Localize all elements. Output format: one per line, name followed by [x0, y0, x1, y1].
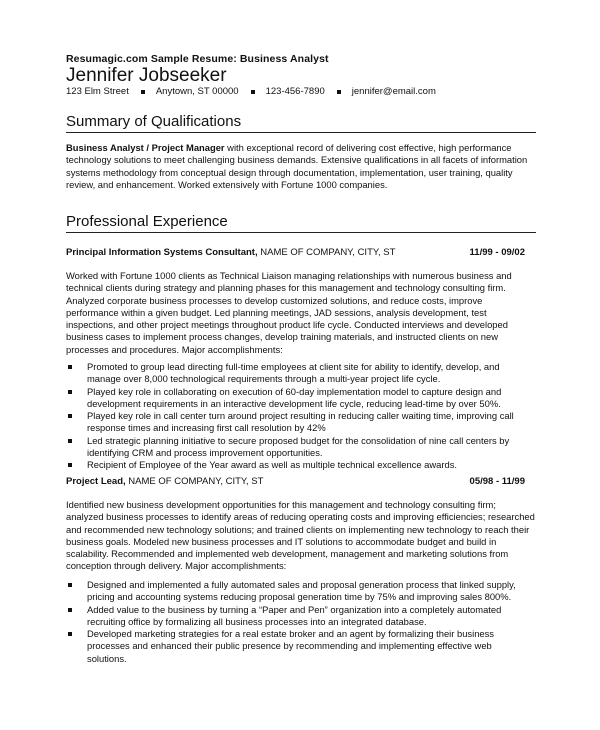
resume-source-title: Resumagic.com Sample Resume: Business Analyst — [66, 53, 329, 65]
summary-paragraph — [66, 142, 536, 191]
bullet-icon — [68, 608, 72, 612]
bullet-icon — [68, 463, 72, 467]
accomplishment-text: Promoted to group lead directing full-time employees at client site for ability to identify, develop, and manage over 8,000 technological requirements through a multi-year project life cycle. — [87, 361, 500, 385]
job-dates: 05/98 - 11/99 — [469, 476, 525, 487]
separator-bullet-icon — [337, 90, 341, 94]
accomplishment-list — [66, 361, 528, 472]
accomplishment-text: Played key role in call center turn around project resulting in reducing caller waiting time, improving call response times and increasing first call resolution by 42% — [87, 410, 514, 434]
separator-bullet-icon — [141, 90, 145, 94]
candidate-name: Jennifer Jobseeker — [66, 65, 227, 86]
accomplishment-item — [66, 604, 528, 629]
accomplishment-item — [66, 459, 528, 471]
accomplishment-text: Added value to the business by turning a “Paper and Pen” organization into a completely automated recruiting office by formalizing all business processes into an integrated database. — [87, 603, 502, 627]
accomplishment-text: Played key role in collaborating on execution of 60-day implementation model to capture design and development requirements in an interactive development life cycle, reducing lead-time by over 50%. — [87, 385, 502, 409]
accomplishment-text: Designed and implemented a fully automated sales and proposal generation process that linked supply, pricing and accounting systems reducing proposal generation time by 75% and improving sales 800%. — [87, 579, 516, 603]
bullet-icon — [68, 439, 72, 443]
job-header — [66, 247, 525, 258]
job-dates: 11/99 - 09/02 — [469, 247, 525, 258]
accomplishment-text: Led strategic planning initiative to secure proposed budget for the consolidation of nine call centers by identifying CRM and process improvement opportunities. — [87, 434, 510, 459]
bullet-icon — [68, 632, 72, 636]
section-divider — [66, 132, 536, 133]
job-title-line — [66, 476, 263, 487]
section-divider — [66, 232, 536, 233]
job-description: Identified new business development opportunities for this management and technology consulting firm; analyzed business processes to identify areas of reducing operating costs and improving efficiencies; researched and recommended new technology solutions; and trained clients on implementing new technology to reach their business goals. Modeled new business processes and IT solutions to accommodate budget and build in scalability. Recommended and implemented web development, management and marketing solutions from conception through delivery. Major accomplishments: — [66, 499, 535, 572]
job-company: NAME OF COMPANY, CITY, ST — [257, 247, 396, 258]
section-title-summary: Summary of Qualifications — [66, 113, 242, 130]
bullet-icon — [68, 414, 72, 418]
accomplishment-text: Recipient of Employee of the Year award as well as multiple technical excellence awards. — [87, 459, 457, 471]
email-address[interactable]: jennifer@email.com — [351, 86, 436, 97]
accomplishment-text: Developed marketing strategies for a real estate broker and an agent by formalizing their business processes and enhanced their public presence by recommending and implementing effective web solutions. — [87, 628, 494, 664]
accomplishment-item — [66, 579, 528, 604]
job-role: Principal Information Systems Consultant, — [66, 247, 258, 258]
phone-number: 123-456-7890 — [265, 86, 325, 97]
job-header — [66, 476, 525, 487]
city-state-zip: Anytown, ST 00000 — [155, 86, 239, 97]
summary-lead: Business Analyst / Project Manager — [66, 142, 225, 153]
job-title-line — [66, 247, 395, 258]
contact-line — [66, 86, 436, 97]
separator-bullet-icon — [251, 90, 255, 94]
bullet-icon — [68, 583, 72, 587]
accomplishment-item — [66, 628, 528, 665]
accomplishment-item — [66, 386, 528, 411]
accomplishment-item — [66, 361, 528, 386]
job-description: Worked with Fortune 1000 clients as Technical Liaison managing relationships with numerous business and technical clients during strategy and planning phases for this management and technology consulting firm. Analyzed corporate business processes to develop customized solutions, and reduce costs, improve performance within a given budget. Led planning meetings, JAD sessions, analysis development, test inspections, and other project meetings throughout product life cycle. Conducted interviews and developed business cases to implement process changes, develop training materials, and instructed clients on new processes and procedures. Major accomplishments: — [66, 270, 512, 355]
section-title-experience: Professional Experience — [66, 213, 228, 230]
job-role: Project Lead, — [66, 476, 126, 487]
accomplishment-list — [66, 579, 528, 665]
accomplishment-item — [66, 435, 528, 460]
summary-text: with exceptional record of delivering cost effective, high performance technology solutions to meet challenging business demands. Extensive qualifications in all facets of information systems methodology from conceptual design through documentation, implementation, user training, quality review, and enhancement. Worked extensively with Fortune 1000 companies. — [66, 142, 528, 190]
accomplishment-item — [66, 410, 528, 435]
bullet-icon — [68, 365, 72, 369]
job-company: NAME OF COMPANY, CITY, ST — [125, 476, 264, 487]
bullet-icon — [68, 390, 72, 394]
street-address: 123 Elm Street — [66, 86, 129, 97]
